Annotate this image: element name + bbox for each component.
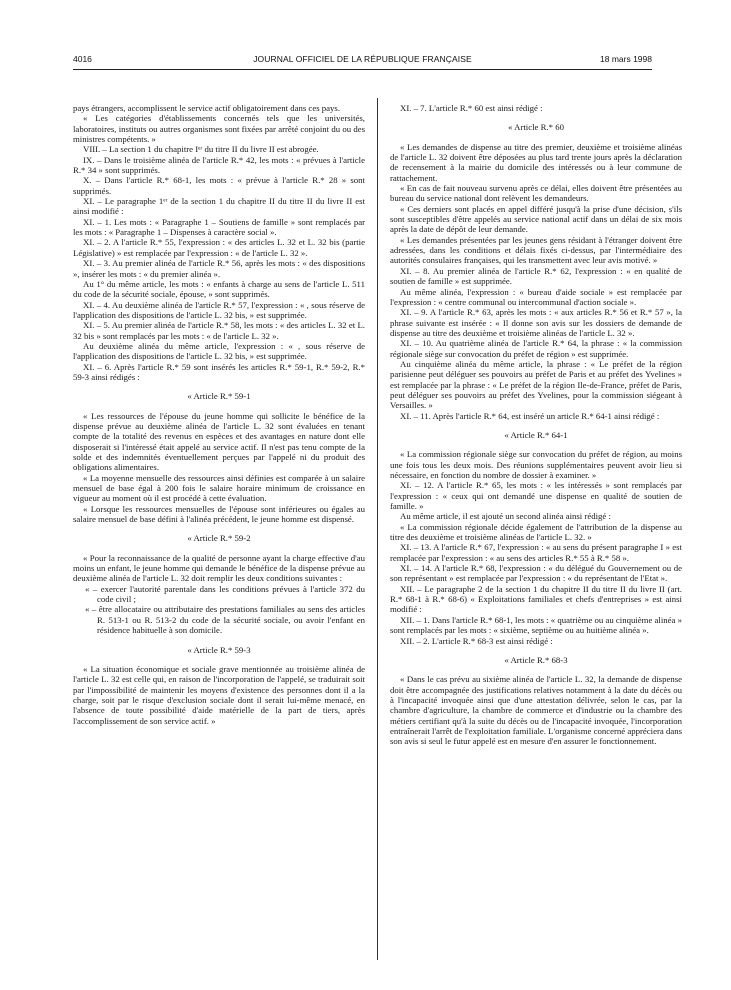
paragraph: Au cinquième alinéa du même article, la phrase : « Le préfet de la région parisienne peut déléguer ses pouvoirs au préfet de Paris et au préfet des Yvelines » est remplacée par la phrase : « Le préfet de la région Ile-de-France, préfet de Paris, peut déléguer ses pouvoirs au préfet des Yvelines, pour la commission siégeant à Versailles. » xyxy=(390,358,682,411)
paragraph: XI. – 6. Après l'article R.* 59 sont insérés les articles R.* 59-1, R.* 59-2, R.* 59-3 ainsi rédigés : xyxy=(73,361,365,382)
paragraph: « Ces derniers sont placés en appel différé jusqu'à la prise d'une décision, s'ils sont susceptibles d'être appelés au service national actif dans un délai de six mois après la date de dépôt de leur demande. xyxy=(390,203,682,235)
page-number: 4016 xyxy=(73,54,92,64)
paragraph: XI. – 13. A l'article R.* 67, l'expression : « au sens du présent paragraphe I » est remplacée par l'expression : « au sens des articles R.* 55 à R.* 58 ». xyxy=(390,542,682,563)
paragraph: « La commission régionale décide également de l'attribution de la dispense au titre des deuxième et troisième alinéas de l'article L. 32. » xyxy=(390,521,682,543)
paragraph: XI. – 12. A l'article R.* 65, les mots : « les intéressés » sont remplacés par l'expression : « ceux qui ont demandé une dispense en qualité de soutien de famille. » xyxy=(390,480,682,512)
paragraph: « La commission régionale siège sur convocation du préfet de région, au moins une fois tous les deux mois. Des réunions supplémentaires peuvent avoir lieu si nécessaire, en fonction du nombre de dossier à examiner. » xyxy=(390,449,682,480)
paragraph: XII. – 2. L'article R.* 68-3 est ainsi rédigé : xyxy=(400,635,553,646)
article-heading: « Article R.* 59-1 xyxy=(187,391,251,402)
paragraph: « La moyenne mensuelle des ressources ainsi définies est comparée à un salaire mensuel de base égal à 200 fois le salaire horaire minimum de croissance en vigueur au moment où il est procédé à cette évaluation. xyxy=(73,472,365,504)
paragraph: X. – Dans l'article R.* 68-1, les mots : « prévue à l'article R.* 28 » sont supprimés. xyxy=(73,175,365,196)
paragraph: XI. – 14. A l'article R.* 68, l'expression : « du délégué du Gouvernement ou de son représentant » est remplacée par l'expression : « du représentant de l'Etat ». xyxy=(390,563,682,584)
paragraph: XII. – Le paragraphe 2 de la section 1 du chapitre II du titre II du livre II (art. R.* 68-1 à R.* 68-6) « Exploitations familiales et chefs d'entreprises » est ainsi modifié : xyxy=(390,583,682,615)
paragraph: Au même alinéa, l'expression : « bureau d'aide sociale » est remplacée par l'expression : « centre communal ou intercommunal d'action sociale ». xyxy=(390,286,682,307)
paragraph: XI. – 8. Au premier alinéa de l'article R.* 62, l'expression : « en qualité de soutien de famille » est supprimée. xyxy=(390,265,682,287)
paragraph: XI. – 2. A l'article R.* 55, l'expression : « des articles L. 32 et L. 32 bis (partie Législative) » est remplacée par l'expression : « de l'article L. 32 ». xyxy=(73,237,365,258)
paragraph: XI. – 3. Au premier alinéa de l'article R.* 56, après les mots : « des dispositions », insérer les mots : « du premier alinéa ». xyxy=(73,258,365,279)
paragraph: « Lorsque les ressources mensuelles de l'épouse sont inférieures ou égales au salaire mensuel de base défini à l'alinéa précédent, le jeune homme est dispensé. xyxy=(73,503,365,525)
paragraph: « Les catégories d'établissements concernés tels que les universités, laboratoires, instituts ou autres organismes sont fixées par arrêté conjoint du ou des ministres compétents. » xyxy=(73,113,365,145)
article-heading: « Article R.* 60 xyxy=(508,122,564,133)
column-divider xyxy=(377,98,378,960)
article-heading: « Article R.* 68-3 xyxy=(504,654,568,665)
article-heading: « Article R.* 64-1 xyxy=(504,429,568,440)
issue-date: 18 mars 1998 xyxy=(600,54,652,64)
page-header xyxy=(73,54,652,68)
paragraph: XI. – 1. Les mots : « Paragraphe 1 – Soutiens de famille » sont remplacés par les mots : « Paragraphe 1 – Dispenses à caractère social ». xyxy=(73,216,365,238)
header-rule xyxy=(73,69,652,70)
paragraph: « Les demandes présentées par les jeunes gens résidant à l'étranger doivent être adressées, dans les conditions et délais fixés ci-dessus, par l'intermédiaire des autorités consulaires françaises, qui les transmettent avec leur avis motivé. » xyxy=(390,234,682,266)
paragraph: XII. – 1. Dans l'article R.* 68-1, les mots : « quatrième ou au cinquième alinéa » sont remplacés par les mots : « sixième, septième ou au huitième alinéa ». xyxy=(390,614,682,636)
list-item: « – exercer l'autorité parentale dans les conditions prévues à l'article 372 du code civil ; xyxy=(85,583,365,605)
paragraph: « Pour la reconnaissance de la qualité de personne ayant la charge effective d'au moins un enfant, le jeune homme qui demande le bénéfice de la dispense prévue au deuxième alinéa de l'article L. 32 doit remplir les deux conditions suivantes : xyxy=(73,552,365,584)
article-heading: « Article R.* 59-2 xyxy=(187,533,251,544)
paragraph: XI. – 7. L'article R.* 60 est ainsi rédigé : xyxy=(400,103,543,113)
paragraph: « La situation économique et sociale grave mentionnée au troisième alinéa de l'article L. 32 est celle qui, en raison de l'incorporation de l'appelé, se traduirait soit par l'impossibilité de maintenir les moyens d'existence des personnes dont il a la charge, soit par le risque d'exclusion sociale dont il serait lui-même menacé, en l'absence de toute possibilité d'aide matérielle de la part de tiers, après l'accomplissement de son service actif. » xyxy=(73,663,365,726)
journal-title: JOURNAL OFFICIEL DE LA RÉPUBLIQUE FRANÇAISE xyxy=(253,54,472,64)
paragraph: IX. – Dans le troisième alinéa de l'article R.* 42, les mots : « prévues à l'article R.* 34 » sont supprimés. xyxy=(73,154,365,176)
paragraph: XI. – 11. Après l'article R.* 64, est inséré un article R.* 64-1 ainsi rédigé : xyxy=(400,410,660,421)
paragraph: « Les demandes de dispense au titre des premier, deuxième et troisième alinéas de l'article L. 32 doivent être déposées au plus tard trente jours après la déclaration de recensement à la mairie du domicile des intéressés ou à leur commune de rattachement. xyxy=(390,141,682,183)
paragraph: XI. – 9. A l'article R.* 63, après les mots : « aux articles R.* 56 et R.* 57 », la phrase suivante est insérée : « Il donne son avis sur les dossiers de demande de dispense au titre des deuxième et troisième alinéas de l'article L. 32 ». xyxy=(390,307,682,338)
paragraph: Au même article, il est ajouté un second alinéa ainsi rédigé : xyxy=(400,511,611,522)
right-column xyxy=(390,103,682,963)
paragraph: XI. – 5. Au premier alinéa de l'article R.* 58, les mots : « des articles L. 32 et L. 32 bis » sont remplacés par les mots : « de l'article L. 32 ». xyxy=(73,320,365,341)
paragraph: « Dans le cas prévu au sixième alinéa de l'article L. 32, la demande de dispense doit être accompagnée des justifications relatives notamment à la date du décès ou à l'incapacité invoquée ainsi que d'une attestation délivrée, selon le cas, par la chambre d'agriculture, la chambre de commerce et d'industrie ou la chambre des métiers certifiant qu'à la suite du décès ou de l'incapacité invoquée, l'incorporation entraînerait l'arrêt de l'exploitation familiale. L'organisme concerné appréciera dans son avis si seul le futur appelé est en mesure d'en assurer le fonctionnement. xyxy=(390,674,682,747)
paragraph: XI. – 4. Au deuxième alinéa de l'article R.* 57, l'expression : « , sous réserve de l'application des dispositions de l'article L. 32 bis, » est supprimée. xyxy=(73,299,365,320)
paragraph: Au deuxième alinéa du même article, l'expression : « , sous réserve de l'application des dispositions de l'article L. 32 bis, » est supprimée. xyxy=(73,340,365,362)
article-heading: « Article R.* 59-3 xyxy=(187,644,251,655)
left-column xyxy=(73,103,365,963)
paragraph: pays étrangers, accomplissent le service actif obligatoirement dans ces pays. xyxy=(73,103,341,113)
paragraph: XI. – 10. Au quatrième alinéa de l'article R.* 64, la phrase : « la commission régionale siège sur convocation du préfet de région » est supprimée. xyxy=(390,338,682,359)
paragraph: Au 1° du même article, les mots : « enfants à charge au sens de l'article L. 511 du code de la sécurité sociale, épouse, » sont supprimés. xyxy=(73,278,365,300)
paragraph: VIII. – La section 1 du chapitre Iᵉʳ du titre II du livre II est abrogée. xyxy=(83,144,319,155)
paragraph: « Les ressources de l'épouse du jeune homme qui sollicite le bénéfice de la dispense prévue au deuxième alinéa de l'article L. 32 sont évaluées en tenant compte de la totalité des revenus en espèces et des avantages en nature dont elle disposerait si l'intéressé était appelé au service actif. Il n'est pas tenu compte de la solde et des indemnités éventuellement perçues par l'appelé ni du produit des obligations alimentaires. xyxy=(73,410,365,473)
paragraph: « En cas de fait nouveau survenu après ce délai, elles doivent être présentées au bureau du service national dont relèvent les demandeurs. xyxy=(390,183,682,204)
list-item: « – être allocataire ou attributaire des prestations familiales au sens des articles R. 513-1 ou R. 513-2 du code de la sécurité sociale, ou avoir l'enfant en résidence habituelle à son domicile. xyxy=(85,604,365,636)
paragraph: XI. – Le paragraphe 1ᵉʳ de la section 1 du chapitre II du titre II du livre II est ainsi modifié : xyxy=(73,196,365,217)
